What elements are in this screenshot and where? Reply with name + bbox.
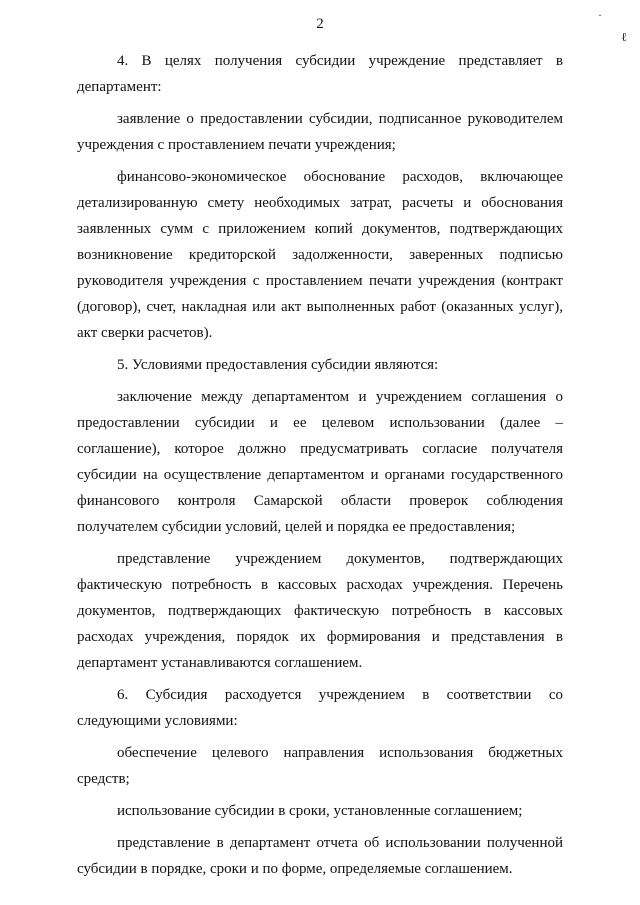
paragraph-item-4: 4. В целях получения субсидии учреждение представляет в департамент: [77,53,563,95]
page-number: 2 [316,16,324,32]
paragraph-report: представление в департамент отчета об использовании полученной субсидии в порядке, сроки и по форме, определяемые соглашением. [77,835,563,877]
paragraph-item-5: 5. Условиями предоставления субсидии являются: [117,357,439,373]
margin-mark: · [598,8,602,22]
paragraph-deadlines: использование субсидии в сроки, установленные соглашением; [117,803,523,819]
paragraph-financial-justification: финансово-экономическое обоснование расходов, включающее детализированную смету необходимых затрат, расчеты и обоснования заявленных сумм с приложением копий документов, подтверждающих возникновение кредиторской задолженности, заверенных подписью руководителя учреждения с проставлением печати учреждения (контракт (договор), счет, накладная или акт выполненных работ (оказанных услуг), акт сверки расчетов). [77,169,563,341]
document-body [77,48,563,882]
paragraph-target-use: обеспечение целевого направления использования бюджетных средств; [77,745,563,787]
paragraph-item-6: 6. Субсидия расходуется учреждением в соответствии со следующими условиями: [77,687,563,729]
paragraph-application: заявление о предоставлении субсидии, подписанное руководителем учреждения с проставлением печати учреждения; [77,111,563,153]
paragraph-documents: представление учреждением документов, подтверждающих фактическую потребность в кассовых расходах учреждения. Перечень документов, подтверждающих фактическую потребность в кассовых расходах учреждения, порядок их формирования и представления в департамент устанавливаются соглашением. [77,551,563,671]
margin-mark: ℓ [621,30,627,44]
paragraph-agreement: заключение между департаментом и учреждением соглашения о предоставлении субсидии и ее целевом использовании (далее – соглашение), которое должно предусматривать согласие получателя субсидии на осуществление департаментом и органами государственного финансового контроля Самарской области проверок соблюдения получателем субсидии условий, целей и порядка ее предоставления; [77,389,563,535]
